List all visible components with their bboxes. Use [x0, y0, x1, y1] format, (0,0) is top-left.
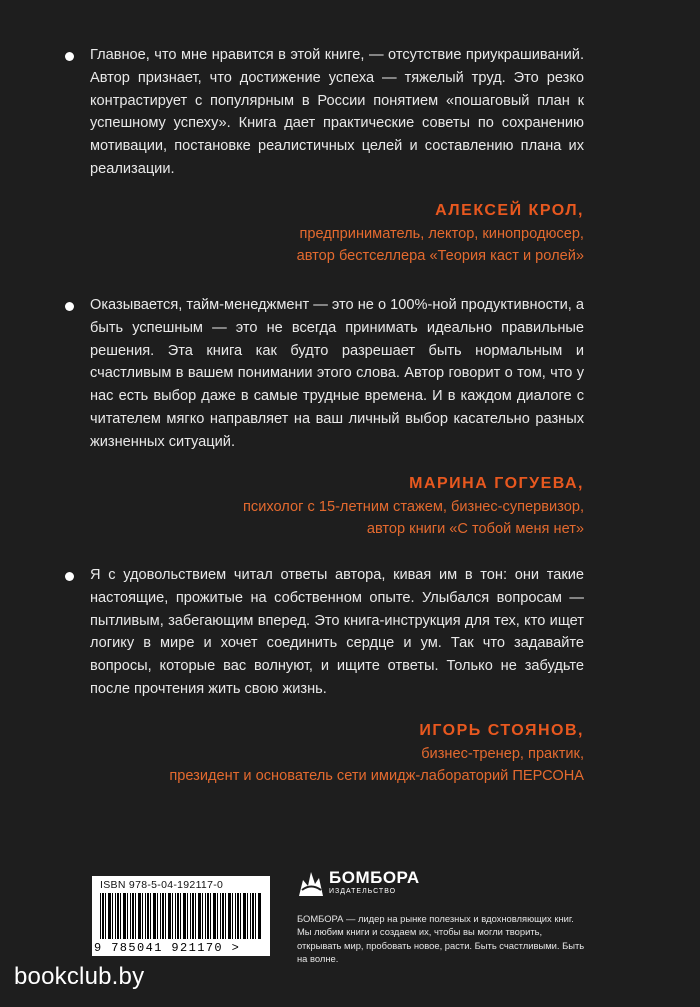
- quote-block-3: [90, 564, 584, 788]
- publisher-sub: ИЗДАТЕЛЬСТВО: [329, 888, 397, 895]
- barcode-digits: 9 785041 921170 >: [94, 941, 241, 955]
- isbn-barcode-box: [92, 876, 270, 956]
- author-role-line: автор книги «С тобой меня нет»: [366, 521, 584, 538]
- quote-text: Я с удовольствием читал ответы автора, кивая им в тон: они такие настоящие, прожитые на собственном опыте. Улыбался вопросам — пытливым, забегающим вперед. Это книга-инструкция для тех, кто ищет логику в мире и хочет соединить сердце и ум. Так что задавайте вопросы, которые вас волнуют, и ищите ответы. Только не забудьте после прочтения жить свою жизнь.: [90, 567, 584, 697]
- author-name: МАРИНА ГОГУЕВА,: [409, 474, 584, 492]
- quote-text: Главное, что мне нравится в этой книге, — отсутствие приукрашиваний. Автор признает, что достижение успеха — тяжелый труд. Это резко контрастирует с популярным в России понятием «пошаговый план к успешному успеху». Книга дает практические советы по сохранению мотивации, постановке реалистичных целей и составлению плана их реализации.: [90, 47, 584, 177]
- bombora-logo-icon: [297, 866, 325, 898]
- quote-author: [90, 472, 584, 541]
- author-role-line: автор бестселлера «Теория каст и ролей»: [296, 248, 584, 265]
- quote-block-1: [90, 44, 584, 268]
- quote-text: Оказывается, тайм-менеджмент — это не о 100%-ной продуктивности, а быть успешным — это не всегда принимать идеально правильные решения. Эта книга как будто разрешает быть нормальным и счастливым в вашем понимании этого слова. Автор говорит о том, что у нас есть выбор даже в самые трудные времена. И в каждом диалоге с читателем мягко направляет на ваш личный выбор касательно разных жизненных ситуаций.: [90, 297, 584, 450]
- author-name: ИГОРЬ СТОЯНОВ,: [419, 721, 584, 739]
- author-role-line: президент и основатель сети имидж-лабораторий ПЕРСОНА: [169, 768, 584, 785]
- bullet-dot-icon: [65, 572, 74, 581]
- quote-block-2: [90, 294, 584, 541]
- author-name: АЛЕКСЕЙ КРОЛ,: [435, 201, 584, 219]
- publisher-block: [297, 866, 585, 966]
- author-role-line: предприниматель, лектор, кинопродюсер,: [299, 225, 584, 242]
- watermark-text: bookclub.by: [14, 963, 145, 990]
- publisher-logo: [297, 866, 585, 898]
- bullet-dot-icon: [65, 52, 74, 61]
- quote-author: [90, 199, 584, 268]
- isbn-label: ISBN 978-5-04-192117-0: [100, 879, 224, 891]
- quote-author: [90, 719, 584, 788]
- author-role-line: психолог с 15-летним стажем, бизнес-супервизор,: [243, 498, 584, 515]
- barcode-icon: [100, 893, 262, 939]
- publisher-description: БОМБОРА — лидер на рынке полезных и вдохновляющих книг. Мы любим книги и создаем их, чтобы вы могли творить, открывать мир, пробовать новое, расти. Быть счастливыми. Быть на волне.: [297, 913, 585, 965]
- author-role-line: бизнес-тренер, практик,: [421, 745, 584, 762]
- publisher-name: БОМБОРА: [329, 868, 420, 887]
- bullet-dot-icon: [65, 302, 74, 311]
